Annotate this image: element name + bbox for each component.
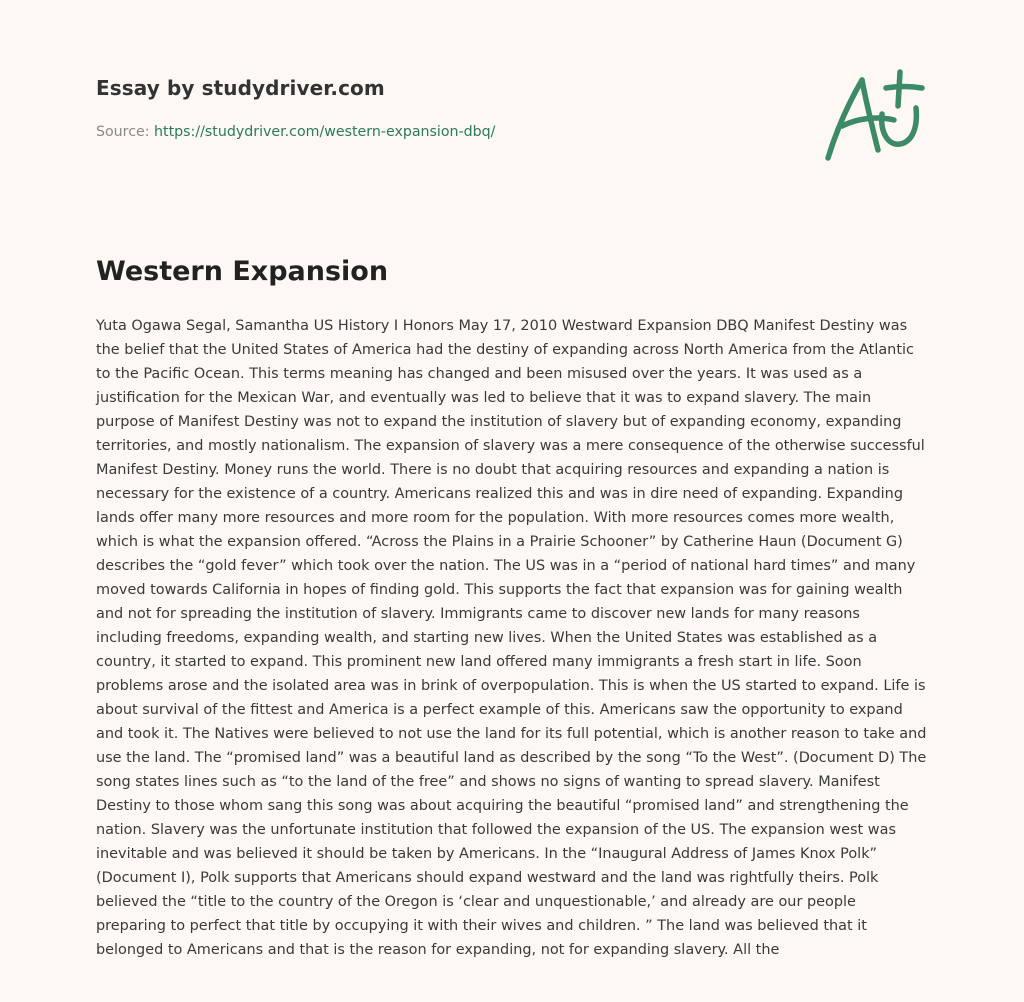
essay-body: Yuta Ogawa Segal, Samantha US History I Honors May 17, 2010 Westward Expansion DBQ Manifest Destiny was the belief that the United States of America had the destiny of expanding across North America from the Atlantic to the Pacific Ocean. This terms meaning has changed and been misused over the years. It was used as a justification for the Mexican War, and eventually was led to believe that it was to expand slavery. The main purpose of Manifest Destiny was not to expand the institution of slavery but of expanding economy, expanding territories, and mostly nationalism. The expansion of slavery was a mere consequence of the otherwise successful Manifest Destiny. Money runs the world. There is no doubt that acquiring resources and expanding a nation is necessary for the existence of a country. Americans realized this and was in dire need of expanding. Expanding lands offer many more resources and more room for the population. With more resources comes more wealth, which is what the expansion offered. “Across the Plains in a Prairie Schooner” by Catherine Haun (Document G) describes the “gold fever” which took over the nation. The US was in a “period of national hard times” and many moved towards California in hopes of finding gold. This supports the fact that expansion was for gaining wealth and not for spreading the institution of slavery. Immigrants came to discover new lands for many reasons including freedoms, expanding wealth, and starting new lives. When the United States was established as a country, it started to expand. This prominent new land offered many immigrants a fresh start in life. Soon problems arose and the isolated area was in brink of overpopulation. This is when the US started to expand. Life is about survival of the fittest and America is a perfect example of this. Americans saw the opportunity to expand and took it. The Natives were believed to not use the land for its full potential, which is another reason to take and use the land. The “promised land” was a beautiful land as described by the song “To the West”. (Document D) The song states lines such as “to the land of the free” and shows no signs of wanting to spread slavery. Manifest Destiny to those whom sang this song was about acquiring the beautiful “promised land” and strengthening the nation. Slavery was the unfortunate institution that followed the expansion of the US. The expansion west was inevitable and was believed it should be taken by Americans. In the “Inaugural Address of James Knox Polk” (Document I), Polk supports that Americans should expand westward and the land was rightfully theirs. Polk believed the “title to the country of the Oregon is ‘clear and unquestionable,’ and already are our people preparing to perfect that title by occupying it with their wives and children. ” The land was believed that it belonged to Americans and that is the reason for expanding, not for expanding slavery. All the <box>96 318 927 958</box>
source-link[interactable]: https://studydriver.com/western-expansion-dbq/ <box>154 124 496 140</box>
site-title: Essay by studydriver.com <box>96 76 385 100</box>
essay-page <box>96 0 928 1002</box>
source-line <box>96 124 495 140</box>
a-plus-logo-icon <box>822 68 928 164</box>
source-label: Source: <box>96 124 150 140</box>
essay-title: Western Expansion <box>96 256 389 287</box>
